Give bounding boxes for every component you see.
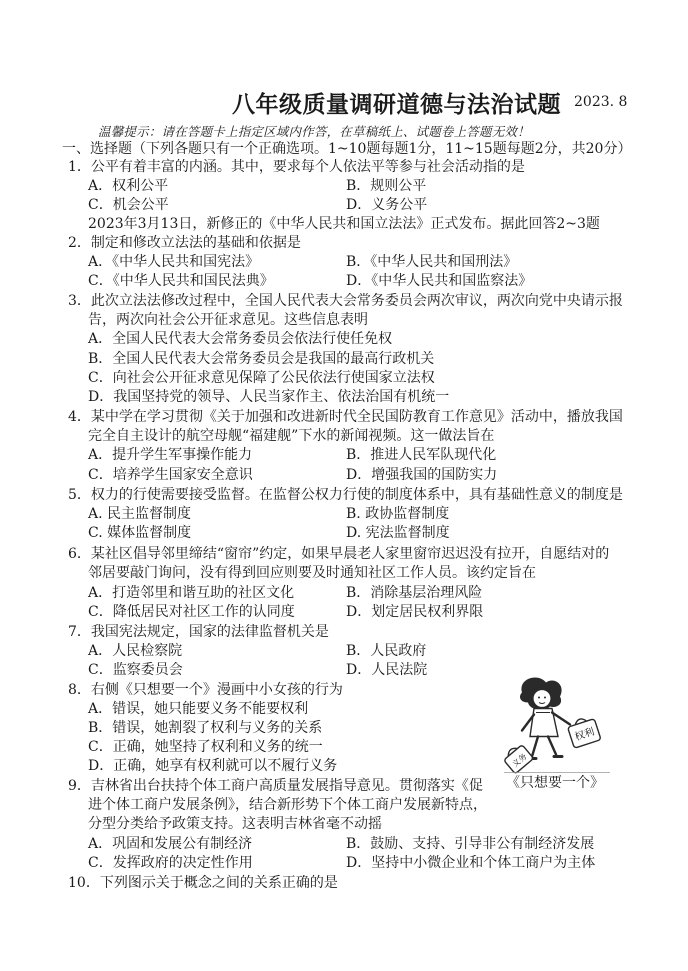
title-line	[0, 86, 688, 116]
question-5-option-b: B. 政协监督制度	[346, 506, 450, 522]
question-9-stem-line-1: 9．吉林省出台扶持个体工商户高质量发展指导意见。贯彻落实《促	[68, 778, 483, 794]
question-8-option-c: C．正确，她坚持了权利和义务的统一	[88, 739, 323, 755]
question-1-stem: 1．公平有着丰富的内涵。其中，要求每个人依法平等参与社会活动指的是	[68, 159, 525, 175]
question-7-stem: 7．我国宪法规定，国家的法律监督机关是	[68, 624, 329, 640]
page-title: 八年级质量调研道德与法治试题	[232, 91, 561, 118]
question-9-option-c: C．发挥政府的决定性作用	[88, 855, 253, 871]
question-2-stem: 2．制定和修改立法法的基础和依据是	[68, 235, 301, 251]
question-7-option-b: B．人民政府	[346, 643, 427, 659]
question-4-stem-line-1: 4．某中学在学习贯彻《关于加强和改进新时代全民国防教育工作意见》活动中，播放我国	[68, 409, 623, 425]
question-7-option-a: A．人民检察院	[88, 643, 183, 659]
question-2-option-c: C．《中华人民共和国民法典》	[88, 273, 274, 289]
question-1-option-b: B．规则公平	[346, 178, 427, 194]
question-4-option-d: D．增强我国的国防实力	[346, 467, 498, 483]
question-10-stem: 10．下列图示关于概念之间的关系正确的是	[68, 875, 338, 891]
question-6-stem-line-1: 6．某社区倡导邻里缔结“窗帘”约定，如果早晨老人家里窗帘迟迟没有拉开，自愿结对的	[68, 546, 610, 562]
exam-date: 2023. 8	[574, 94, 628, 110]
question-5-stem: 5．权力的行使需要接受监督。在监督公权力行使的制度体系中，具有基础性意义的制度是	[68, 487, 623, 503]
question-8-option-d: D．正确，她享有权利就可以不履行义务	[88, 758, 338, 774]
question-1-option-c: C．机会公平	[88, 197, 169, 213]
question-9-option-d: D．坚持中小微企业和个体工商户为主体	[346, 855, 596, 871]
question-5-option-d: D. 宪法监督制度	[346, 525, 450, 541]
question-6-stem-line-2: 邻居要敲门询问，没有得到回应则要及时通知社区工作人员。该约定旨在	[88, 565, 536, 581]
question-9-stem-line-2: 进个体工商户发展条例》，结合新形势下个体工商户发展新特点，	[88, 797, 487, 813]
question-6-option-d: D．划定居民权利界限	[346, 604, 484, 620]
question-4-stem-line-2: 完全自主设计的航空母舰“福建舰”下水的新闻视频。这一做法旨在	[88, 428, 495, 444]
question-6-option-c: C．降低居民对社区工作的认同度	[88, 604, 295, 620]
question-3-option-d: D．我国坚持党的领导、人民当家作主、依法治国有机统一	[88, 389, 450, 405]
question-1-option-d: D．义务公平	[346, 197, 428, 213]
question-8-option-b: B．错误，她割裂了权利与义务的关系	[88, 720, 323, 736]
question-2-3-intro: 2023年3月13日，新修正的《中华人民共和国立法法》正式发布。据此回答2~3题	[88, 216, 600, 232]
question-7-option-c: C．监察委员会	[88, 662, 183, 678]
girl-carrying-rights-bag-icon	[501, 678, 610, 774]
question-1-option-a: A．权利公平	[88, 178, 169, 194]
question-3-stem-line-2: 告，两次向社会公开征求意见。这些信息表明	[88, 312, 368, 328]
question-3-option-b: B．全国人民代表大会常务委员会是我国的最高行政机关	[88, 351, 435, 367]
comic-rights-label: 权利	[573, 726, 596, 744]
question-3-option-a: A．全国人民代表大会常务委员会依法行使任免权	[88, 331, 393, 347]
question-8-option-a: A．错误，她只能要义务不能要权利	[88, 701, 309, 717]
question-3-stem-line-1: 3．此次立法法修改过程中，全国人民代表大会常务委员会两次审议，两次向党中央请示报	[68, 293, 623, 309]
question-7-option-d: D．人民法院	[346, 662, 428, 678]
question-5-option-c: C. 媒体监督制度	[88, 525, 192, 541]
section-heading: 一、选择题（下列各题只有一个正确选项。1~10题每题1分，11~15题每题2分，共20分）	[62, 141, 632, 157]
question-2-option-d: D．《中华人民共和国监察法》	[346, 273, 533, 289]
warm-tip: 温馨提示：请在答题卡上指定区域内作答，在草稿纸上、试题卷上答题无效！	[98, 124, 530, 139]
question-3-option-c: C．向社会公开征求意见保障了公民依法行使国家立法权	[88, 370, 435, 386]
question-4-option-a: A．提升学生军事操作能力	[88, 447, 253, 463]
comic-caption: 《只想要一个》	[506, 775, 604, 791]
question-6-option-a: A．打造邻里和谐互助的社区文化	[88, 585, 295, 601]
question-2-option-a: A．《中华人民共和国宪法》	[88, 254, 260, 270]
question-9-option-a: A．巩固和发展公有制经济	[88, 836, 253, 852]
question-2-option-b: B．《中华人民共和国刑法》	[346, 254, 518, 270]
question-8-stem: 8．右侧《只想要一个》漫画中小女孩的行为	[68, 682, 343, 698]
question-4-option-c: C．培养学生国家安全意识	[88, 467, 253, 483]
question-5-option-a: A. 民主监督制度	[88, 506, 192, 522]
comic-duty-label: 义务	[510, 751, 529, 770]
question-9-stem-line-3: 分型分类给予政策支持。这表明吉林省毫不动摇	[88, 816, 382, 832]
question-9-option-b: B．鼓励、支持、引导非公有制经济发展	[346, 836, 595, 852]
question-4-option-b: B．推进人民军队现代化	[346, 447, 497, 463]
question-6-option-b: B．消除基层治理风险	[346, 585, 483, 601]
